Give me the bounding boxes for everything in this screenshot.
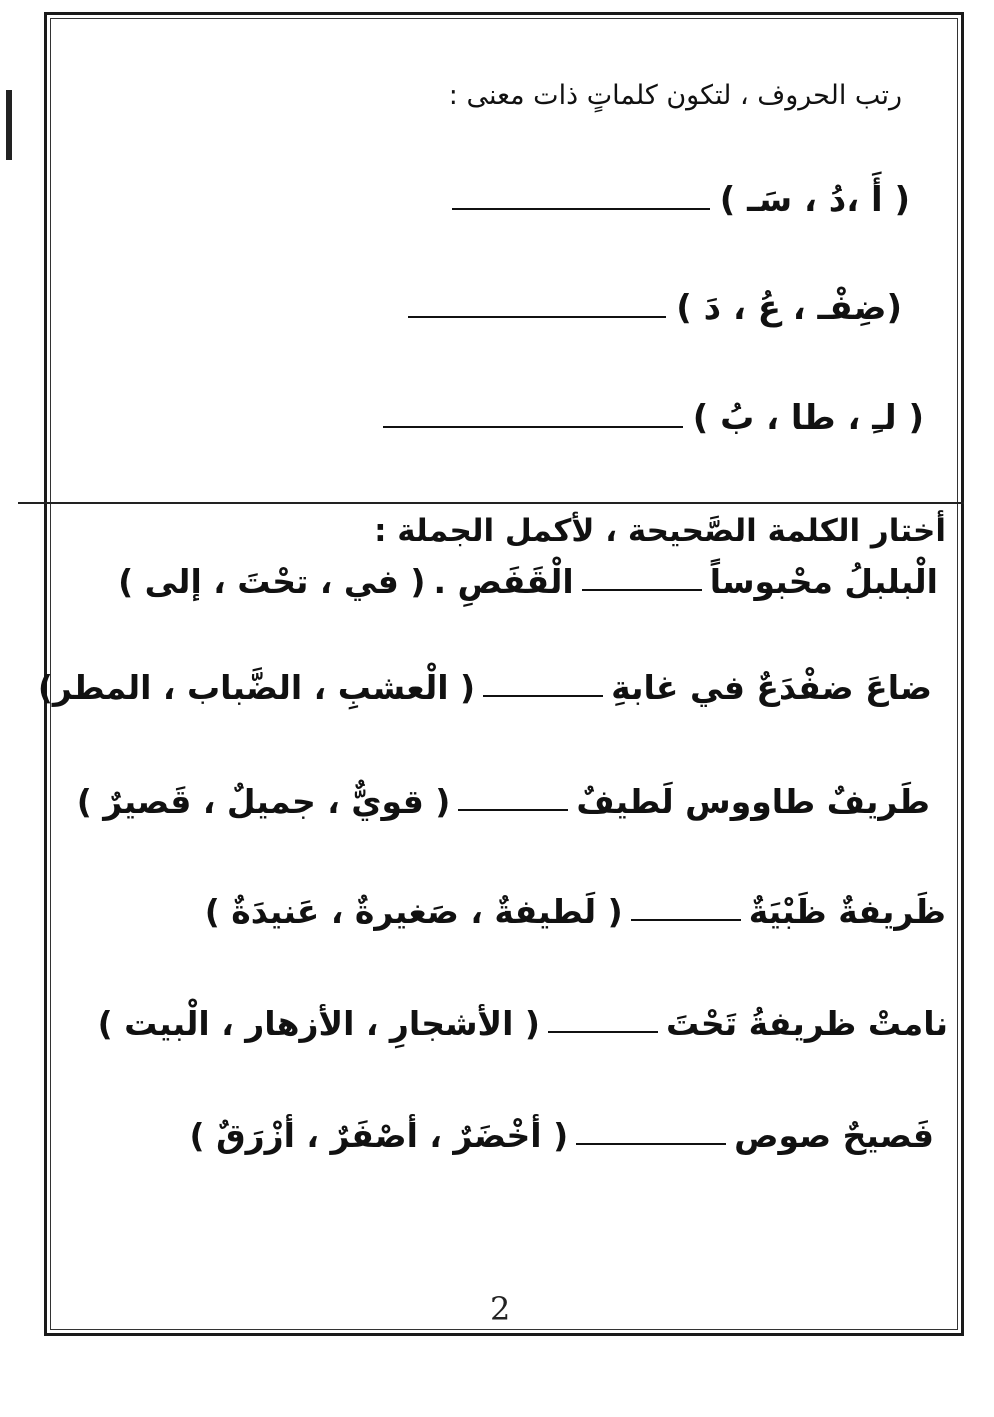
sentence-5 xyxy=(98,1004,948,1043)
page-number: 2 xyxy=(490,1290,511,1328)
letters-row-3 xyxy=(383,398,924,438)
letters-group: (ضِفْـ ، عُ ، دَ ) xyxy=(676,288,902,328)
answer-blank[interactable] xyxy=(548,1023,658,1033)
answer-blank[interactable] xyxy=(631,911,741,921)
options: ( أخْضَرٌ ، أصْفَرٌ ، أزْرَقٌ ) xyxy=(189,1116,569,1155)
sentence-3 xyxy=(77,782,930,821)
sentence-4 xyxy=(205,892,946,931)
sentence-text: ضاعَ ضفْدَعٌ في غابةِ xyxy=(611,668,932,707)
options: ( لَطيفةٌ ، صَغيرةٌ ، عَنيدَةٌ ) xyxy=(204,892,623,931)
answer-blank[interactable] xyxy=(582,581,702,591)
answer-blank[interactable] xyxy=(483,687,603,697)
answer-blank[interactable] xyxy=(452,200,710,210)
section1-instruction: رتب الحروف ، لتكون كلماتٍ ذات معنى : xyxy=(448,80,902,111)
sentence-1 xyxy=(118,562,938,601)
sentence-6 xyxy=(190,1116,934,1155)
sentence-text: نامتْ ظريفةُ تَحْتَ xyxy=(666,1004,948,1043)
section2-instruction: أختار الكلمة الصَّحيحة ، لأكمل الجملة : xyxy=(374,513,946,549)
sentence-text: ظَريفةٌ ظَبْيَةٌ xyxy=(748,892,946,931)
sentence-text: طَريفٌ طاووس لَطيفٌ xyxy=(576,782,930,821)
answer-blank[interactable] xyxy=(408,308,666,318)
letters-group: ( أَ ،دُ ، سَـ ) xyxy=(719,180,910,220)
answer-blank[interactable] xyxy=(458,801,568,811)
letters-row-1 xyxy=(452,180,910,220)
sentence-text: فَصيحٌ صوص xyxy=(734,1116,934,1155)
options: ( في ، تحْتَ ، إلى ) xyxy=(118,562,426,601)
section-divider xyxy=(18,502,964,504)
binding-mark xyxy=(6,90,12,160)
options: ( الْعشبِ ، الضَّباب ، المطر) xyxy=(37,668,476,707)
sentence-text-after: الْقَفَصِ . xyxy=(433,562,574,601)
letters-row-2 xyxy=(408,288,902,328)
sentence-2 xyxy=(38,668,932,707)
answer-blank[interactable] xyxy=(383,418,683,428)
options: ( الأشجارِ ، الأزهار ، الْبيت ) xyxy=(97,1004,540,1043)
letters-group: ( لـِ ، طا ، بُ ) xyxy=(692,398,924,438)
sentence-text: الْبلبلُ محْبوساً xyxy=(709,562,938,601)
options: ( قويٌّ ، جميلٌ ، قَصيرٌ ) xyxy=(76,782,451,821)
answer-blank[interactable] xyxy=(576,1135,726,1145)
